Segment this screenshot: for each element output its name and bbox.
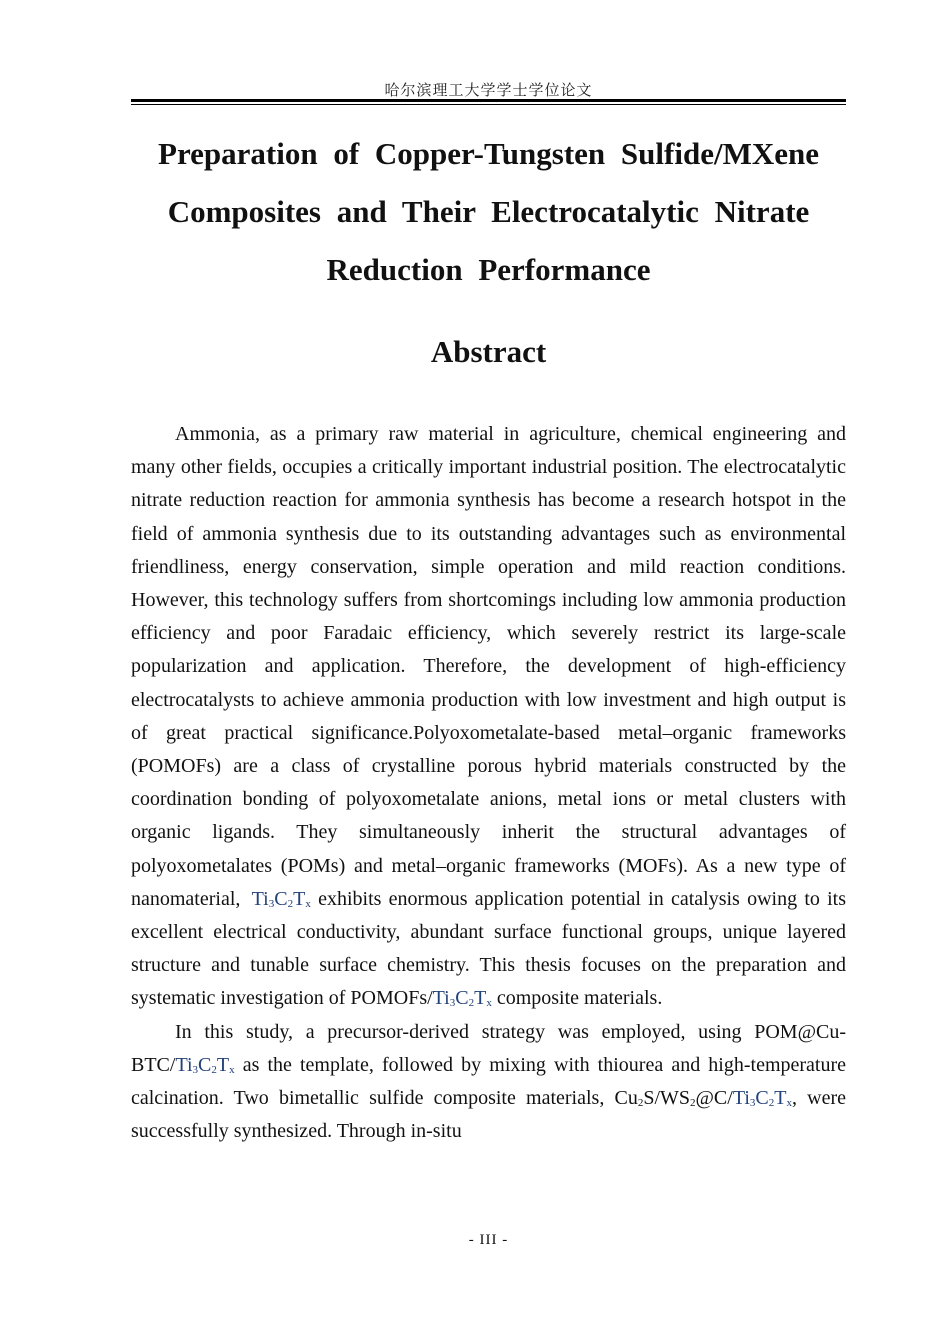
p2-text-b: as the template, followed by mixing with thiourea and high-temperature calcination. Two bimetallic sulfide composite materials,	[131, 1053, 847, 1110]
formula-ti3c2tx-2: $Ti_3C_2T_x$	[432, 987, 492, 1010]
header-rule-thick	[131, 99, 846, 102]
abstract-body	[131, 418, 846, 1148]
p1-text-c: composite materials.	[496, 987, 663, 1010]
formula-ti3c2tx-3: $Ti_3C_2T_x$	[175, 1053, 235, 1076]
p2-text-c: , were successfully synthesized. Through in-situ	[131, 1087, 846, 1143]
p1-text-a: Ammonia, as a primary raw material in agriculture, chemical engineering and many other fields, occupies a critically important industrial position. The electrocatalytic nitrate reduction reaction for ammonia synthesis has become a research hotspot in the field of ammonia synthesis due to its outstanding advantages such as environmental friendliness, energy conservation, simple operation and mild reaction conditions. However, this technology suffers from shortcomings including low ammonia production efficiency and poor Faradaic efficiency, which severely restrict its large-scale popularization and application. Therefore, the development of high-efficiency electrocatalysts to achieve ammonia production with low investment and high output is of great practical significance.Polyoxometalate-based metal–organic frameworks (POMOFs) are a class of crystalline porous hybrid materials constructed by the coordination bonding of polyoxometalate anions, metal ions or metal clusters with organic ligands. They simultaneously inherit the structural advantages of polyoxometalates (POMs) and metal–organic frameworks (MOFs). As a new type of nanomaterial,	[131, 423, 846, 910]
p2-text-a: In this study, a precursor-derived strategy was employed, using POM@Cu-BTC/	[131, 1020, 846, 1076]
title-line-2: Composites and Their Electrocatalytic Nitrate	[167, 194, 810, 229]
thesis-title	[131, 125, 846, 299]
p1-text-b: exhibits enormous application potential in catalysis owing to its excellent electrical conductivity, abundant surface functional groups, unique layered structure and tunable surface chemistry. This thesis focuses on the preparation and systematic investigation of POMOFs/	[131, 887, 847, 1010]
abstract-heading: Abstract	[430, 334, 547, 369]
page-number: - III -	[468, 1232, 509, 1248]
running-header: 哈尔滨理工大学学士学位论文	[384, 83, 593, 99]
abstract-paragraph-1	[131, 418, 846, 1016]
formula-ti3c2tx-1: $Ti_3C_2T_x$	[251, 887, 311, 910]
title-line-3: Reduction Performance	[326, 252, 651, 287]
abstract-paragraph-2	[131, 1016, 846, 1149]
formula-cu2s-ws2-c: $Cu_2S/WS_2@C/$	[614, 1087, 733, 1110]
title-line-1: Preparation of Copper-Tungsten Sulfide/MXene	[158, 136, 819, 171]
formula-ti3c2tx-4: $Ti_3C_2T_x$	[732, 1087, 792, 1110]
header-rule-thin	[131, 104, 846, 105]
